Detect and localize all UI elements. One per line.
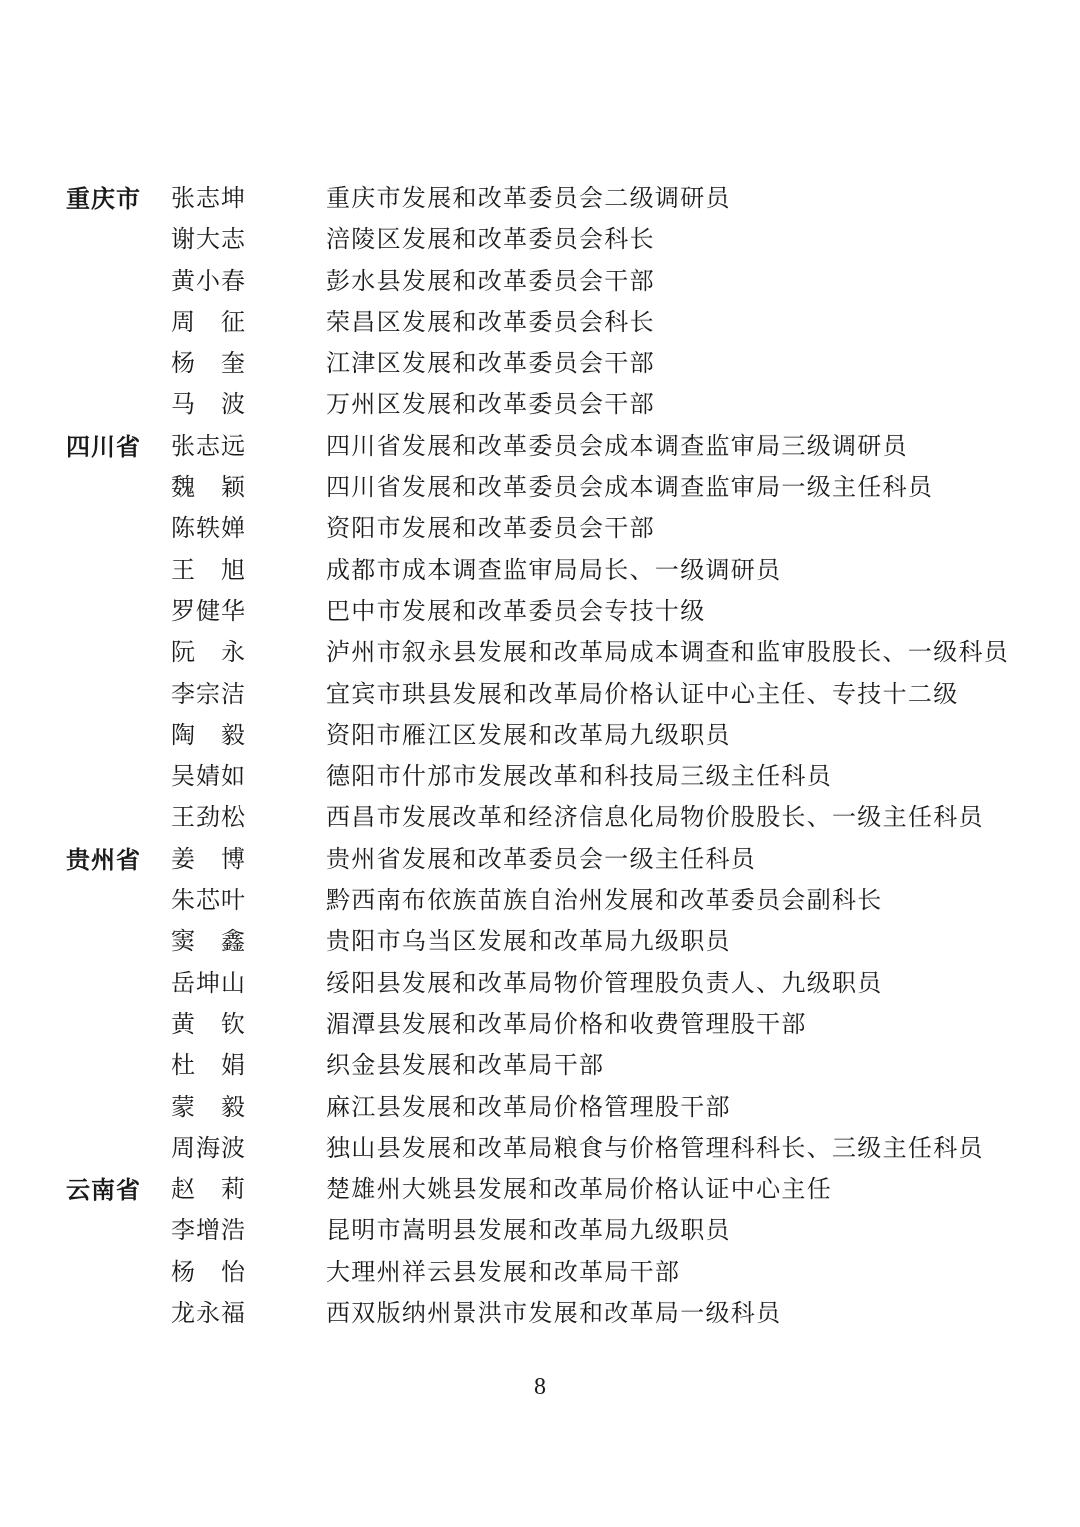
roster-row — [0, 219, 1080, 260]
name-char: 蒙 — [171, 1092, 195, 1121]
person-position: 独山县发展和改革局粮食与价格管理科科长、三级主任科员 — [326, 1133, 984, 1162]
name-char: 春 — [221, 266, 245, 295]
person-position: 楚雄州大姚县发展和改革局价格认证中心主任 — [326, 1175, 832, 1204]
person-name — [171, 674, 245, 715]
name-char: 朱 — [171, 886, 195, 915]
name-char: 坤 — [221, 184, 245, 212]
name-char: 志 — [196, 431, 220, 460]
province-label: 四川省 — [66, 431, 141, 461]
name-char: 张 — [171, 184, 195, 212]
roster-row — [0, 426, 1080, 467]
person-position: 昆明市嵩明县发展和改革局九级职员 — [326, 1216, 731, 1245]
person-name — [171, 591, 245, 632]
name-char: 杨 — [171, 1257, 195, 1286]
name-char: 大 — [196, 225, 220, 254]
name-char: 永 — [221, 638, 245, 667]
name-char: 旭 — [221, 555, 245, 584]
roster-row — [0, 302, 1080, 343]
roster-row — [0, 797, 1080, 838]
person-position: 麻江县发展和改革局价格管理股干部 — [326, 1092, 731, 1121]
person-name — [171, 261, 245, 302]
person-name — [171, 1004, 245, 1045]
person-name — [171, 384, 245, 425]
name-char: 福 — [221, 1299, 245, 1328]
personnel-roster — [0, 178, 1080, 1334]
name-char: 毅 — [221, 1092, 245, 1121]
roster-row — [0, 632, 1080, 673]
roster-row — [0, 178, 1080, 219]
person-position: 大理州祥云县发展和改革局干部 — [326, 1257, 681, 1286]
roster-row — [0, 1045, 1080, 1086]
roster-row — [0, 1252, 1080, 1293]
person-name — [171, 550, 245, 591]
name-char: 永 — [196, 1299, 220, 1328]
roster-row — [0, 756, 1080, 797]
person-position: 荣昌区发展和改革委员会科长 — [326, 307, 655, 336]
person-name — [171, 756, 245, 797]
name-char: 征 — [221, 307, 245, 336]
page-number: 8 — [534, 1374, 546, 1400]
person-name — [171, 839, 245, 880]
province-label: 重庆市 — [66, 184, 141, 213]
name-char: 宗 — [196, 679, 220, 708]
name-char: 赵 — [171, 1175, 195, 1204]
person-name — [171, 921, 245, 962]
name-char: 婵 — [221, 514, 245, 543]
roster-row — [0, 880, 1080, 921]
province-label: 贵州省 — [66, 844, 141, 874]
name-char: 窦 — [171, 927, 195, 956]
person-position: 四川省发展和改革委员会成本调查监审局一级主任科员 — [326, 473, 934, 502]
name-char: 志 — [221, 225, 245, 254]
name-char: 增 — [196, 1216, 220, 1245]
name-char: 波 — [221, 390, 245, 419]
person-name — [171, 1293, 245, 1334]
roster-row — [0, 674, 1080, 715]
name-char: 张 — [171, 431, 195, 460]
name-char: 李 — [171, 679, 195, 708]
name-char: 鑫 — [221, 927, 245, 956]
person-name — [171, 508, 245, 549]
name-char: 洁 — [221, 679, 245, 708]
roster-row — [0, 839, 1080, 880]
person-position: 西双版纳州景洪市发展和改革局一级科员 — [326, 1299, 782, 1328]
name-char: 怡 — [221, 1257, 245, 1286]
name-char: 魏 — [171, 473, 195, 502]
roster-row — [0, 591, 1080, 632]
person-name — [171, 715, 245, 756]
name-char: 芯 — [196, 886, 220, 915]
person-position: 重庆市发展和改革委员会二级调研员 — [326, 184, 731, 212]
name-char: 杜 — [171, 1051, 195, 1080]
name-char: 罗 — [171, 596, 195, 625]
name-char: 山 — [221, 968, 245, 997]
person-name — [171, 426, 245, 467]
person-position: 资阳市发展和改革委员会干部 — [326, 514, 655, 543]
person-position: 资阳市雁江区发展和改革局九级职员 — [326, 720, 731, 749]
roster-row — [0, 1210, 1080, 1251]
person-name — [171, 797, 245, 838]
person-position: 涪陵区发展和改革委员会科长 — [326, 225, 655, 254]
person-name — [171, 219, 245, 260]
person-name — [171, 1252, 245, 1293]
name-char: 周 — [171, 1133, 195, 1162]
roster-row — [0, 467, 1080, 508]
name-char: 杨 — [171, 349, 195, 378]
province-label: 云南省 — [66, 1175, 141, 1205]
name-char: 婧 — [196, 762, 220, 791]
person-name — [171, 1169, 245, 1210]
name-char: 博 — [221, 844, 245, 873]
name-char: 周 — [171, 307, 195, 336]
roster-row — [0, 963, 1080, 1004]
person-name — [171, 1128, 245, 1169]
name-char: 岳 — [171, 968, 195, 997]
roster-row — [0, 508, 1080, 549]
person-name — [171, 880, 245, 921]
roster-row — [0, 384, 1080, 425]
person-position: 西昌市发展改革和经济信息化局物价股股长、一级主任科员 — [326, 803, 984, 832]
person-name — [171, 1045, 245, 1086]
name-char: 娟 — [221, 1051, 245, 1080]
name-char: 如 — [221, 762, 245, 791]
roster-row — [0, 715, 1080, 756]
person-position: 贵阳市乌当区发展和改革局九级职员 — [326, 927, 731, 956]
name-char: 姜 — [171, 844, 195, 873]
name-char: 莉 — [221, 1175, 245, 1204]
person-position: 黔西南布依族苗族自治州发展和改革委员会副科长 — [326, 886, 883, 915]
name-char: 轶 — [196, 514, 220, 543]
name-char: 李 — [171, 1216, 195, 1245]
person-position: 四川省发展和改革委员会成本调查监审局三级调研员 — [326, 431, 908, 460]
name-char: 松 — [221, 803, 245, 832]
person-position: 绥阳县发展和改革局物价管理股负责人、九级职员 — [326, 968, 883, 997]
person-position: 贵州省发展和改革委员会一级主任科员 — [326, 844, 757, 873]
name-char: 颖 — [221, 473, 245, 502]
name-char: 阮 — [171, 638, 195, 667]
person-position: 泸州市叙永县发展和改革局成本调查和监审股股长、一级科员 — [326, 638, 1010, 667]
person-name — [171, 178, 245, 219]
person-position: 万州区发展和改革委员会干部 — [326, 390, 655, 419]
roster-row — [0, 1169, 1080, 1210]
person-name — [171, 302, 245, 343]
roster-row — [0, 1087, 1080, 1128]
person-position: 湄潭县发展和改革局价格和收费管理股干部 — [326, 1009, 807, 1038]
name-char: 坤 — [196, 968, 220, 997]
roster-row — [0, 921, 1080, 962]
name-char: 马 — [171, 390, 195, 419]
name-char: 奎 — [221, 349, 245, 378]
person-name — [171, 963, 245, 1004]
roster-row — [0, 261, 1080, 302]
name-char: 健 — [196, 596, 220, 625]
person-position: 彭水县发展和改革委员会干部 — [326, 266, 655, 295]
name-char: 华 — [221, 596, 245, 625]
name-char: 波 — [221, 1133, 245, 1162]
person-name — [171, 1210, 245, 1251]
roster-row — [0, 550, 1080, 591]
person-position: 织金县发展和改革局干部 — [326, 1051, 605, 1080]
name-char: 远 — [221, 431, 245, 460]
roster-row — [0, 343, 1080, 384]
name-char: 劲 — [196, 803, 220, 832]
roster-row — [0, 1004, 1080, 1045]
name-char: 叶 — [221, 886, 245, 915]
name-char: 毅 — [221, 720, 245, 749]
person-name — [171, 343, 245, 384]
name-char: 王 — [171, 803, 195, 832]
name-char: 志 — [196, 184, 220, 212]
name-char: 钦 — [221, 1009, 245, 1038]
person-position: 成都市成本调查监审局局长、一级调研员 — [326, 555, 782, 584]
person-position: 宜宾市珙县发展和改革局价格认证中心主任、专技十二级 — [326, 679, 959, 708]
roster-row — [0, 1293, 1080, 1334]
name-char: 王 — [171, 555, 195, 584]
name-char: 陈 — [171, 514, 195, 543]
name-char: 小 — [196, 266, 220, 295]
name-char: 谢 — [171, 225, 195, 254]
person-position: 江津区发展和改革委员会干部 — [326, 349, 655, 378]
person-name — [171, 1087, 245, 1128]
name-char: 陶 — [171, 720, 195, 749]
person-position: 巴中市发展和改革委员会专技十级 — [326, 596, 706, 625]
name-char: 海 — [196, 1133, 220, 1162]
name-char: 龙 — [171, 1299, 195, 1328]
person-position: 德阳市什邡市发展改革和科技局三级主任科员 — [326, 762, 832, 791]
person-name — [171, 467, 245, 508]
name-char: 黄 — [171, 1009, 195, 1038]
name-char: 黄 — [171, 266, 195, 295]
name-char: 吴 — [171, 762, 195, 791]
person-name — [171, 632, 245, 673]
name-char: 浩 — [221, 1216, 245, 1245]
roster-row — [0, 1128, 1080, 1169]
